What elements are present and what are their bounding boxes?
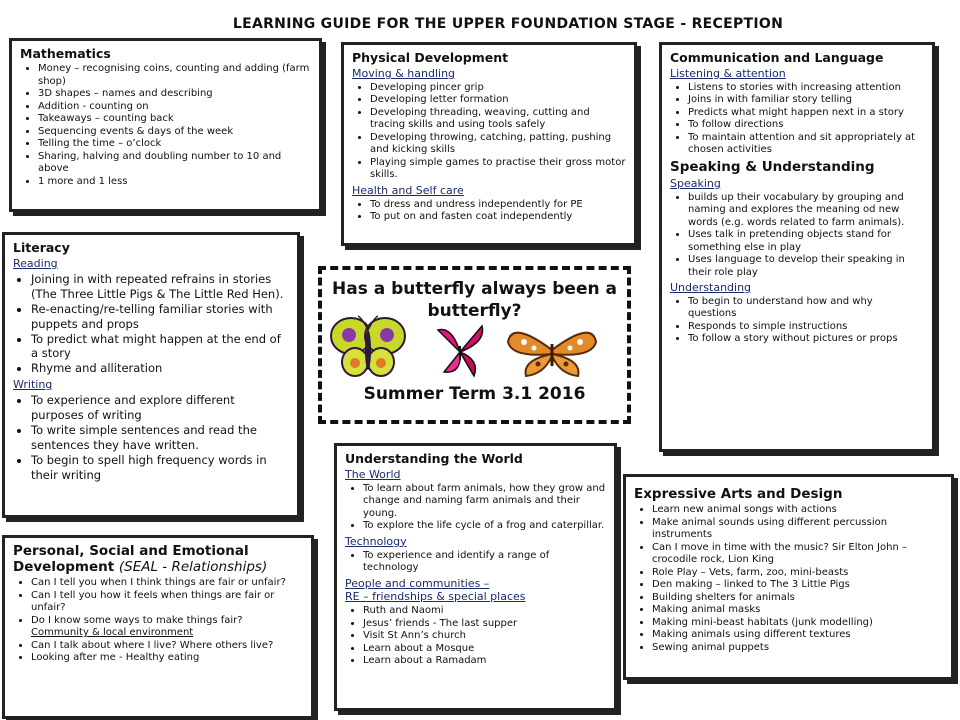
list-item: • To follow directions <box>688 119 924 132</box>
list-item: • Developing threading, weaving, cutting and tracing skills and using tools safely <box>370 107 626 132</box>
list-item: • builds up their vocabulary by grouping and naming and explores the meaning od new words (e.g. words related to farm animals). <box>688 192 924 230</box>
list-item: • Developing letter formation <box>370 94 626 107</box>
mathematics-box <box>9 38 322 212</box>
pse-heading-line1: Personal, Social and Emotional <box>13 543 249 559</box>
health-self-care-list <box>352 199 626 224</box>
list-item <box>31 615 303 640</box>
list-item: • Can I tell you how it feels when things are fair or unfair? <box>31 590 303 615</box>
pse-heading-note: (SEAL - Relationships) <box>118 559 268 576</box>
list-item: • Role Play – Vets, farm, zoo, mini-beasts <box>652 567 943 580</box>
list-item: • Sharing, halving and doubling number to 10 and above <box>38 151 311 176</box>
list-item: • To maintain attention and sit appropriately at chosen activities <box>688 132 924 157</box>
expressive-arts-heading: Expressive Arts and Design <box>634 486 843 502</box>
list-item: • To begin to spell high frequency words in their writing <box>31 453 289 483</box>
reading-list <box>13 272 289 377</box>
list-item: • 3D shapes – names and describing <box>38 88 311 101</box>
list-item: • Uses language to develop their speaking in their role play <box>688 254 924 279</box>
list-item: • Ruth and Naomi <box>363 605 606 618</box>
list-item: • Developing throwing, catching, patting, pushing and kicking skills <box>370 132 626 157</box>
list-item: • Den making – linked to The 3 Little Pigs <box>652 579 943 592</box>
list-item: • Learn new animal songs with actions <box>652 504 943 517</box>
list-item: • To experience and identify a range of technology <box>363 550 606 575</box>
list-item: • Money – recognising coins, counting and adding (farm shop) <box>38 63 311 88</box>
writing-list <box>13 393 289 483</box>
list-item: • Make animal sounds using different percussion instruments <box>652 517 943 542</box>
pse-heading <box>13 543 303 575</box>
list-item: • Making animals using different textures <box>652 629 943 642</box>
list-item: • Can I talk about where I live? Where others live? <box>31 640 303 653</box>
reading-subheading: Reading <box>13 257 58 270</box>
expressive-arts-list <box>634 504 943 654</box>
pse-list <box>13 577 303 665</box>
list-item: • Building shelters for animals <box>652 592 943 605</box>
list-item: • Learn about a Ramadam <box>363 655 606 668</box>
list-item: • Addition - counting on <box>38 101 311 114</box>
moving-handling-list <box>352 82 626 182</box>
list-item: • To dress and undress independently for PE <box>370 199 626 212</box>
list-item: • Making mini-beast habitats (junk modelling) <box>652 617 943 630</box>
list-item: • To learn about farm animals, how they grow and change and naming farm animals and their young. <box>363 483 606 521</box>
butterfly-illustrations <box>322 312 627 384</box>
people-communities-subheading: People and communities – <box>345 576 490 590</box>
list-item-text: Do I know some ways to make things fair? <box>31 614 243 626</box>
speaking-understanding-heading: Speaking & Understanding <box>670 158 875 175</box>
list-item: • Joining in with repeated refrains in stories (The Three Little Pigs & The Little Red Hen). <box>31 272 289 302</box>
communication-heading: Communication and Language <box>670 50 884 65</box>
listening-attention-list <box>670 82 924 157</box>
theme-question: Has a butterfly always been a butterfly? <box>332 279 617 322</box>
expressive-arts-box <box>623 474 954 680</box>
list-item: • Looking after me - Healthy eating <box>31 652 303 665</box>
physical-development-heading: Physical Development <box>352 50 509 65</box>
list-item: • To experience and explore different purposes of writing <box>31 393 289 423</box>
literacy-box <box>2 232 300 518</box>
health-self-care-subheading: Health and Self care <box>352 183 464 197</box>
list-item: • Developing pincer grip <box>370 82 626 95</box>
list-item: • Learn about a Mosque <box>363 643 606 656</box>
list-item: • Joins in with familiar story telling <box>688 94 924 107</box>
list-item: • Sewing animal puppets <box>652 642 943 655</box>
physical-development-box <box>341 42 637 246</box>
list-item: • Uses talk in pretending objects stand for something else in play <box>688 229 924 254</box>
moving-handling-subheading: Moving & handling <box>352 67 456 80</box>
list-item: • 1 more and 1 less <box>38 176 311 189</box>
list-item: • To write simple sentences and read the sentences they have written. <box>31 423 289 453</box>
list-item: • To explore the life cycle of a frog and caterpillar. <box>363 520 606 533</box>
writing-subheading: Writing <box>13 378 53 392</box>
list-item: • Jesus’ friends - The last supper <box>363 618 606 631</box>
mathematics-list <box>20 63 311 188</box>
list-item: • Making animal masks <box>652 604 943 617</box>
orange-butterfly-icon <box>508 333 596 376</box>
list-item: • To put on and fasten coat independently <box>370 211 626 224</box>
literacy-heading: Literacy <box>13 240 70 255</box>
technology-subheading: Technology <box>345 534 407 548</box>
understanding-world-heading: Understanding the World <box>345 451 523 466</box>
speaking-subheading: Speaking <box>670 176 721 190</box>
list-item: • Listens to stories with increasing attention <box>688 82 924 95</box>
pse-heading-line2: Development <box>13 559 115 576</box>
page-title: LEARNING GUIDE FOR THE UPPER FOUNDATION STAGE - RECEPTION <box>232 16 784 32</box>
list-item: • To follow a story without pictures or props <box>688 333 924 346</box>
list-item: • Sequencing events & days of the week <box>38 126 311 139</box>
mathematics-heading: Mathematics <box>20 46 111 61</box>
re-list <box>345 605 606 668</box>
yellow-butterfly-icon <box>331 316 405 376</box>
theme-panel <box>318 266 631 424</box>
understanding-list <box>670 296 924 346</box>
community-subheading: Community & local environment <box>31 627 194 639</box>
speaking-list <box>670 192 924 280</box>
list-item: • Telling the time – o’clock <box>38 138 311 151</box>
list-item: • Can I move in time with the music? Sir Elton John – crocodile rock, Lion King <box>652 542 943 567</box>
understanding-subheading: Understanding <box>670 281 752 295</box>
list-item: • Responds to simple instructions <box>688 321 924 334</box>
list-item: • Takeaways – counting back <box>38 113 311 126</box>
list-item: • Can I tell you when I think things are fair or unfair? <box>31 577 303 590</box>
list-item: • Re-enacting/re-telling familiar stories with puppets and props <box>31 302 289 332</box>
listening-attention-subheading: Listening & attention <box>670 67 786 80</box>
re-subheading: RE – friendships & special places <box>345 590 526 604</box>
term-label: Summer Term 3.1 2016 <box>363 384 586 404</box>
list-item: • Predicts what might happen next in a story <box>688 107 924 120</box>
list-item: • Rhyme and alliteration <box>31 361 289 376</box>
personal-social-box <box>2 535 314 719</box>
the-world-list <box>345 483 606 533</box>
understanding-world-box <box>334 443 617 711</box>
the-world-subheading: The World <box>345 468 401 481</box>
list-item: • To begin to understand how and why questions <box>688 296 924 321</box>
list-item: • To predict what might happen at the end of a story <box>31 332 289 362</box>
list-item: • Visit St Ann’s church <box>363 630 606 643</box>
pink-butterfly-icon <box>438 326 483 376</box>
technology-list <box>345 550 606 575</box>
list-item: • Playing simple games to practise their gross motor skills. <box>370 157 626 182</box>
communication-language-box <box>659 42 935 452</box>
